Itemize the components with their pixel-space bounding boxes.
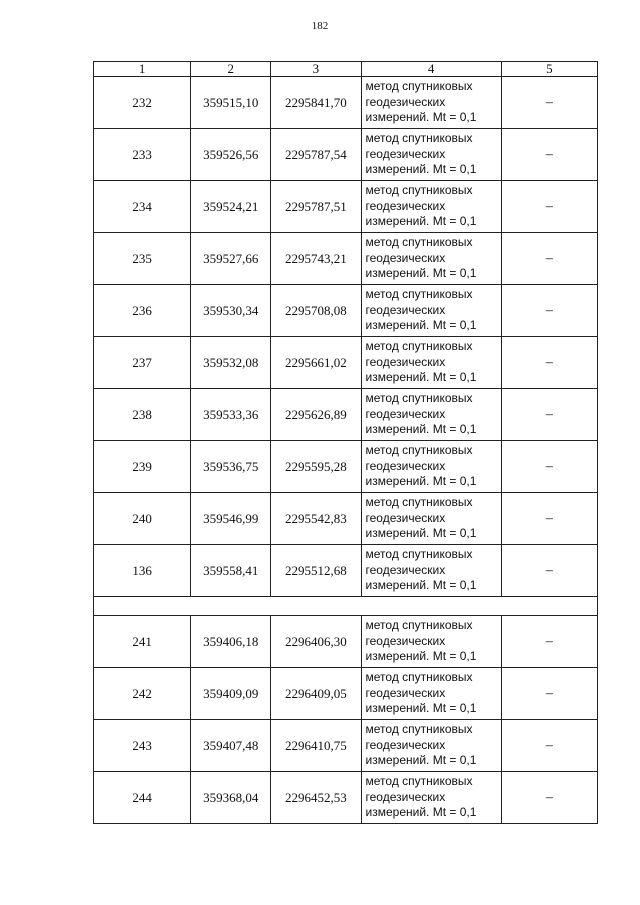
point-number-cell: 237: [94, 337, 191, 389]
table-row: [94, 616, 598, 668]
y-coordinate-cell: 2296410,75: [271, 720, 361, 772]
x-coordinate-cell: 359407,48: [191, 720, 271, 772]
point-number-cell: 239: [94, 441, 191, 493]
y-coordinate-cell: 2295787,54: [271, 129, 361, 181]
table-row: [94, 545, 598, 597]
method-cell: метод спутниковых геодезических измерений. Mt = 0,1: [361, 616, 501, 668]
x-coordinate-cell: 359536,75: [191, 441, 271, 493]
x-coordinate-cell: 359533,36: [191, 389, 271, 441]
y-coordinate-cell: 2296409,05: [271, 668, 361, 720]
method-cell: метод спутниковых геодезических измерений. Mt = 0,1: [361, 772, 501, 824]
table-row: [94, 285, 598, 337]
point-number-cell: 236: [94, 285, 191, 337]
note-cell: –: [501, 493, 597, 545]
table-row: [94, 772, 598, 824]
table-row: [94, 720, 598, 772]
note-cell: –: [501, 441, 597, 493]
table-row: [94, 337, 598, 389]
point-number-cell: 244: [94, 772, 191, 824]
separator-cell: [94, 597, 598, 616]
x-coordinate-cell: 359532,08: [191, 337, 271, 389]
method-cell: метод спутниковых геодезических измерений. Mt = 0,1: [361, 233, 501, 285]
table-row: [94, 389, 598, 441]
y-coordinate-cell: 2295841,70: [271, 77, 361, 129]
y-coordinate-cell: 2296452,53: [271, 772, 361, 824]
note-cell: –: [501, 389, 597, 441]
table-row: [94, 181, 598, 233]
x-coordinate-cell: 359558,41: [191, 545, 271, 597]
point-number-cell: 243: [94, 720, 191, 772]
y-coordinate-cell: 2295743,21: [271, 233, 361, 285]
table-row: [94, 129, 598, 181]
point-number-cell: 232: [94, 77, 191, 129]
y-coordinate-cell: 2295661,02: [271, 337, 361, 389]
y-coordinate-cell: 2296406,30: [271, 616, 361, 668]
note-cell: –: [501, 285, 597, 337]
method-cell: метод спутниковых геодезических измерений. Mt = 0,1: [361, 77, 501, 129]
x-coordinate-cell: 359409,09: [191, 668, 271, 720]
table-row: [94, 441, 598, 493]
note-cell: –: [501, 668, 597, 720]
x-coordinate-cell: 359546,99: [191, 493, 271, 545]
method-cell: метод спутниковых геодезических измерений. Mt = 0,1: [361, 441, 501, 493]
column-header: 2: [191, 62, 271, 77]
note-cell: –: [501, 616, 597, 668]
x-coordinate-cell: 359527,66: [191, 233, 271, 285]
header-row: [94, 62, 598, 77]
x-coordinate-cell: 359515,10: [191, 77, 271, 129]
x-coordinate-cell: 359530,34: [191, 285, 271, 337]
note-cell: –: [501, 77, 597, 129]
note-cell: –: [501, 337, 597, 389]
note-cell: –: [501, 233, 597, 285]
table-row: [94, 668, 598, 720]
y-coordinate-cell: 2295787,51: [271, 181, 361, 233]
x-coordinate-cell: 359368,04: [191, 772, 271, 824]
x-coordinate-cell: 359524,21: [191, 181, 271, 233]
column-header: 5: [501, 62, 597, 77]
separator-row: [94, 597, 598, 616]
coordinates-table: [93, 61, 598, 824]
y-coordinate-cell: 2295626,89: [271, 389, 361, 441]
page-number: 182: [311, 20, 329, 32]
point-number-cell: 233: [94, 129, 191, 181]
method-cell: метод спутниковых геодезических измерений. Mt = 0,1: [361, 129, 501, 181]
point-number-cell: 235: [94, 233, 191, 285]
note-cell: –: [501, 545, 597, 597]
point-number-cell: 240: [94, 493, 191, 545]
method-cell: метод спутниковых геодезических измерений. Mt = 0,1: [361, 720, 501, 772]
note-cell: –: [501, 720, 597, 772]
method-cell: метод спутниковых геодезических измерений. Mt = 0,1: [361, 493, 501, 545]
point-number-cell: 238: [94, 389, 191, 441]
table-body: [94, 77, 598, 824]
y-coordinate-cell: 2295542,83: [271, 493, 361, 545]
table-row: [94, 77, 598, 129]
table-row: [94, 233, 598, 285]
column-header: 3: [271, 62, 361, 77]
x-coordinate-cell: 359526,56: [191, 129, 271, 181]
y-coordinate-cell: 2295708,08: [271, 285, 361, 337]
x-coordinate-cell: 359406,18: [191, 616, 271, 668]
point-number-cell: 234: [94, 181, 191, 233]
note-cell: –: [501, 181, 597, 233]
column-header: 1: [94, 62, 191, 77]
note-cell: –: [501, 129, 597, 181]
y-coordinate-cell: 2295595,28: [271, 441, 361, 493]
method-cell: метод спутниковых геодезических измерений. Mt = 0,1: [361, 545, 501, 597]
table-row: [94, 493, 598, 545]
method-cell: метод спутниковых геодезических измерений. Mt = 0,1: [361, 181, 501, 233]
method-cell: метод спутниковых геодезических измерений. Mt = 0,1: [361, 668, 501, 720]
method-cell: метод спутниковых геодезических измерений. Mt = 0,1: [361, 285, 501, 337]
column-header: 4: [361, 62, 501, 77]
note-cell: –: [501, 772, 597, 824]
method-cell: метод спутниковых геодезических измерений. Mt = 0,1: [361, 389, 501, 441]
method-cell: метод спутниковых геодезических измерений. Mt = 0,1: [361, 337, 501, 389]
point-number-cell: 242: [94, 668, 191, 720]
y-coordinate-cell: 2295512,68: [271, 545, 361, 597]
point-number-cell: 136: [94, 545, 191, 597]
point-number-cell: 241: [94, 616, 191, 668]
